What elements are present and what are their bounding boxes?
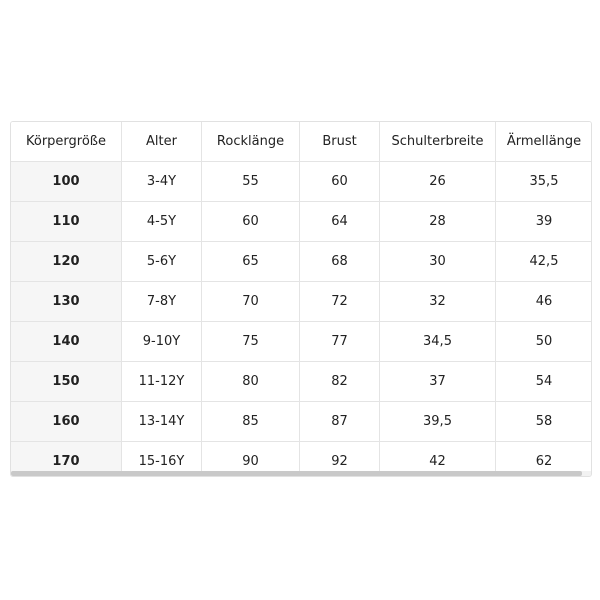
row-height-cell: 110: [11, 202, 122, 242]
row-height-cell: 120: [11, 242, 122, 282]
table-row: [11, 282, 593, 322]
table-cell: 62: [496, 442, 593, 478]
column-header: Schulterbreite: [380, 122, 496, 162]
table-cell: 3-4Y: [122, 162, 202, 202]
table-cell: 72: [300, 282, 380, 322]
table-cell: 5-6Y: [122, 242, 202, 282]
row-height-cell: 150: [11, 362, 122, 402]
table-cell: 65: [202, 242, 300, 282]
horizontal-scrollbar[interactable]: [11, 471, 591, 476]
table-cell: 42,5: [496, 242, 593, 282]
row-height-cell: 140: [11, 322, 122, 362]
table-cell: 4-5Y: [122, 202, 202, 242]
table-cell: 42: [380, 442, 496, 478]
table-row: [11, 362, 593, 402]
table-cell: 15-16Y: [122, 442, 202, 478]
table-cell: 92: [300, 442, 380, 478]
table-cell: 30: [380, 242, 496, 282]
column-header: Brust: [300, 122, 380, 162]
row-height-cell: 170: [11, 442, 122, 478]
table-cell: 80: [202, 362, 300, 402]
table-row: [11, 162, 593, 202]
table-cell: 46: [496, 282, 593, 322]
table-cell: 85: [202, 402, 300, 442]
size-chart-table-container: [10, 121, 592, 477]
table-cell: 11-12Y: [122, 362, 202, 402]
table-cell: 37: [380, 362, 496, 402]
table-cell: 68: [300, 242, 380, 282]
column-header: Alter: [122, 122, 202, 162]
row-height-cell: 130: [11, 282, 122, 322]
table-row: [11, 322, 593, 362]
table-body: [11, 162, 593, 478]
table-cell: 35,5: [496, 162, 593, 202]
table-cell: 58: [496, 402, 593, 442]
table-cell: 26: [380, 162, 496, 202]
table-header-row: [11, 122, 593, 162]
table-cell: 50: [496, 322, 593, 362]
table-cell: 55: [202, 162, 300, 202]
column-header: Körpergröße: [11, 122, 122, 162]
table-row: [11, 402, 593, 442]
table-cell: 90: [202, 442, 300, 478]
table-cell: 39,5: [380, 402, 496, 442]
table-cell: 39: [496, 202, 593, 242]
table-cell: 70: [202, 282, 300, 322]
table-cell: 77: [300, 322, 380, 362]
table-cell: 32: [380, 282, 496, 322]
scrollbar-thumb[interactable]: [11, 471, 582, 476]
size-chart-table: [10, 121, 592, 477]
row-height-cell: 100: [11, 162, 122, 202]
table-cell: 87: [300, 402, 380, 442]
table-cell: 54: [496, 362, 593, 402]
table-row: [11, 202, 593, 242]
table-cell: 64: [300, 202, 380, 242]
table-cell: 75: [202, 322, 300, 362]
row-height-cell: 160: [11, 402, 122, 442]
table-cell: 34,5: [380, 322, 496, 362]
table-row: [11, 242, 593, 282]
table-cell: 7-8Y: [122, 282, 202, 322]
column-header: Ärmellänge: [496, 122, 593, 162]
column-header: Rocklänge: [202, 122, 300, 162]
table-cell: 82: [300, 362, 380, 402]
table-cell: 28: [380, 202, 496, 242]
table-cell: 60: [300, 162, 380, 202]
table-cell: 60: [202, 202, 300, 242]
table-cell: 13-14Y: [122, 402, 202, 442]
table-cell: 9-10Y: [122, 322, 202, 362]
